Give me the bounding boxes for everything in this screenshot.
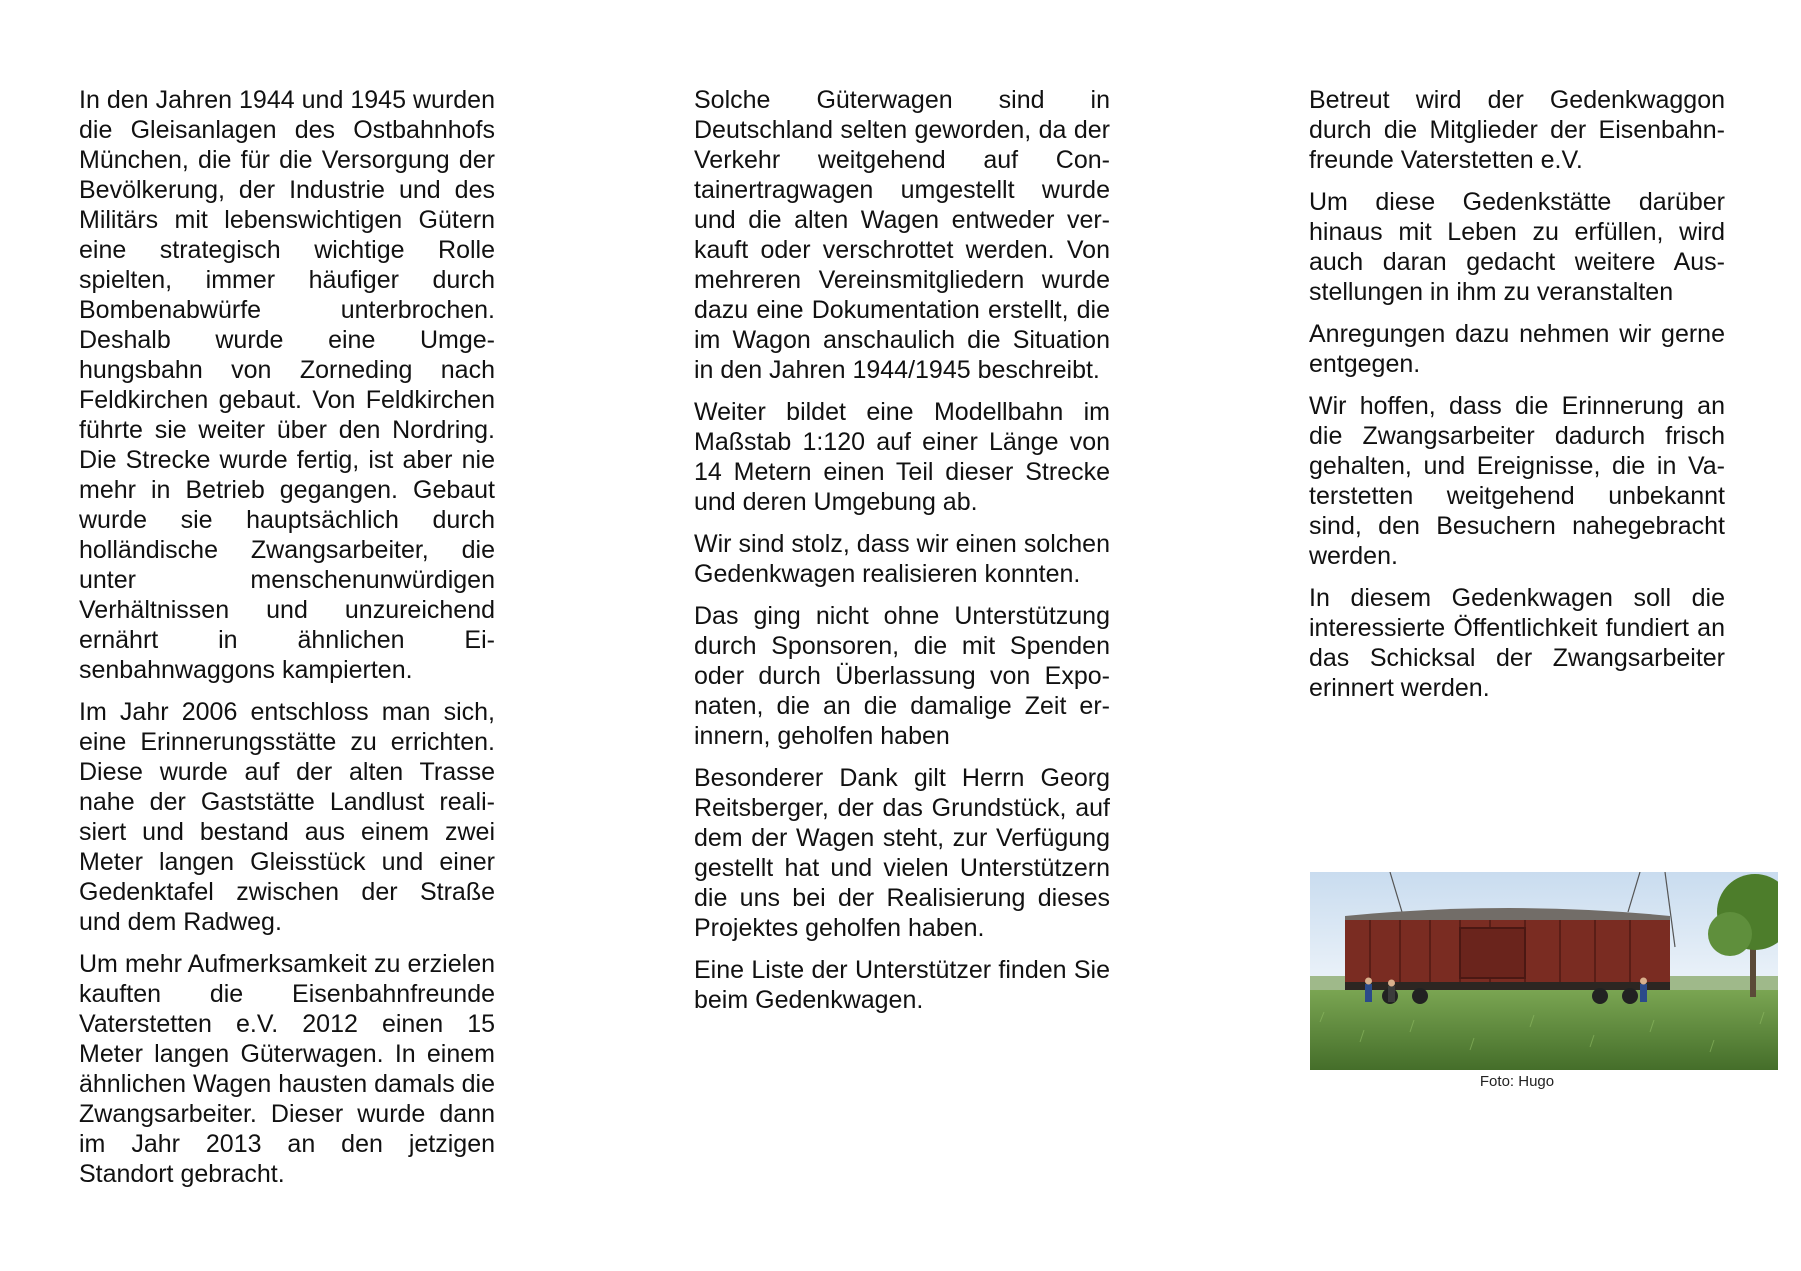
wagon-photo (1310, 872, 1778, 1070)
paragraph: Im Jahr 2006 entschloss man sich, eine Erinnerungsstätte zu errichten. Diese wurde auf der alten Trasse nahe der Gaststätte Landlust realisiert und bestand aus einem zwei Meter langen Gleisstück und einer Gedenktafel zwischen der Straße und dem Radweg. (79, 698, 495, 936)
paragraph: Wir hoffen, dass die Erinnerung an die Zwangsarbeiter dadurch frisch gehalten, und Ereignisse, die in Vaterstetten weitgehend unbekannt sind, den Besuchern nahegebracht werden. (1309, 392, 1725, 570)
paragraph: Um mehr Aufmerksamkeit zu erzielen kauften die Eisenbahnfreunde Vaterstetten e.V. 2012 einen 15 Meter langen Güterwagen. In einem ähnlichen Wagen hausten damals die Zwangsarbeiter. Dieser wurde dann im Jahr 2013 an den jetzigen Standort gebracht. (79, 950, 496, 1188)
paragraph: Solche Güterwagen sind in Deutschland selten geworden, da der Verkehr weitgehend auf Containertragwagen umgestellt wurde und die alten Wagen entweder verkauft oder verschrottet werden. Von mehreren Vereinsmitgliedern wurde dazu eine Dokumentation erstellt, die im Wagon anschaulich die Situation in den Jahren 1944/1945 beschreibt. (694, 86, 1110, 384)
wagon-photo-illustration (1310, 872, 1778, 1070)
paragraph: Um diese Gedenkstätte darüber hinaus mit Leben zu erfüllen, wird auch daran gedacht weitere Ausstellungen in ihm zu veranstalten (1309, 188, 1725, 306)
text-column-2 (694, 85, 1110, 1027)
paragraph: Eine Liste der Unterstützer finden Sie beim Gedenkwagen. (694, 956, 1110, 1014)
paragraph: Anregungen dazu nehmen wir gerne entgegen. (1309, 320, 1725, 378)
paragraph: Besonderer Dank gilt Herrn Georg Reitsberger, der das Grundstück, auf dem der Wagen steht, zur Verfügung gestellt hat und vielen Unterstützern die uns bei der Realisierung dieses Projektes geholfen haben. (694, 764, 1110, 942)
text-column-3 (1309, 85, 1725, 715)
photo-caption: Foto: Hugo (1479, 1073, 1555, 1090)
field (1310, 990, 1778, 1070)
paragraph: Wir sind stolz, dass wir einen solchen Gedenkwagen realisieren konnten. (694, 530, 1110, 588)
paragraph: Weiter bildet eine Modellbahn im Maßstab 1:120 auf einer Länge von 14 Metern einen Teil dieser Strecke und deren Umgebung ab. (694, 398, 1110, 516)
text-column-1 (79, 85, 495, 1201)
paragraph: Das ging nicht ohne Unterstützung durch Sponsoren, die mit Spenden oder durch Überlassung von Exponaten, die an die damalige Zeit erinnern, geholfen haben (694, 602, 1110, 750)
paragraph: Betreut wird der Gedenkwaggon durch die Mitglieder der Eisenbahnfreunde Vaterstetten e.V. (1309, 86, 1725, 174)
paragraph: In den Jahren 1944 und 1945 wurden die Gleisanlagen des Ostbahnhofs München, die für die Versorgung der Bevölkerung, der Industrie und des Militärs mit lebenswichtigen Gütern eine strategisch wichtige Rolle spielten, immer häufiger durch Bombenabwürfe unterbrochen. Deshalb wurde eine Umgehungsbahn von Zorneding nach Feldkirchen gebaut. Von Feldkirchen führte sie weiter über den Nordring. Die Strecke wurde fertig, ist aber nie mehr in Betrieb gegangen. Gebaut wurde sie hauptsächlich durch holländische Zwangsarbeiter, die unter menschenunwürdigen Verhältnissen und unzureichend ernährt in ähnlichen Eisenbahnwaggons kampierten. (79, 86, 495, 684)
paragraph: In diesem Gedenkwagen soll die interessierte Öffentlichkeit fundiert an das Schicksal der Zwangsarbeiter erinnert werden. (1309, 584, 1725, 702)
